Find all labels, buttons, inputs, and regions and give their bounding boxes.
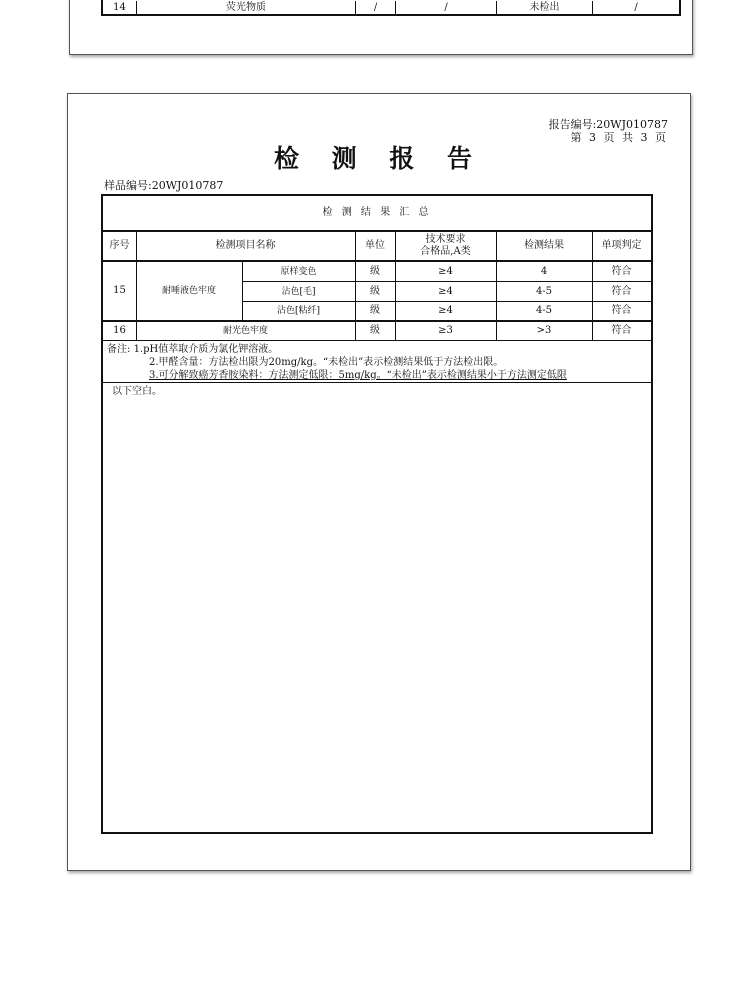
report-number: 报告编号:20WJ010787 <box>548 118 668 131</box>
row16-unit: 级 <box>370 325 380 336</box>
row15-requirement-1: ≥4 <box>438 265 453 277</box>
divider <box>496 232 497 340</box>
row15-result-2: 4-5 <box>535 285 553 297</box>
page-title: 检 测 报 告 <box>273 144 485 173</box>
col-header-requirement: 技术要求 合格品,A类 <box>420 234 471 257</box>
row15-requirement-2: ≥4 <box>438 285 453 297</box>
prev-row-requirement: / <box>395 1 496 16</box>
divider <box>242 262 243 320</box>
divider <box>592 232 593 340</box>
divider <box>103 340 651 341</box>
row15-judgment-1: 符合 <box>611 265 632 277</box>
row15-sub-1: 原样变色 <box>280 266 317 277</box>
prev-row-judgment: / <box>592 1 679 16</box>
divider <box>103 382 651 383</box>
note-line-3: 3.可分解致癌芳香胺染料：方法测定低限：5mg/kg。“未检出”表示检测结果小于方法测定低限 <box>149 370 567 381</box>
notes <box>107 343 652 382</box>
prev-row-unit: / <box>355 1 395 16</box>
row15-sub-2: 沾色[毛] <box>281 286 316 297</box>
row15-item: 耐唾液色牢度 <box>161 286 216 296</box>
divider <box>355 232 356 340</box>
sample-number: 样品编号:20WJ010787 <box>104 179 224 192</box>
row15-sub-3: 沾色[粘纤] <box>276 306 321 316</box>
row16-item: 耐光色牢度 <box>222 326 268 336</box>
prev-row-no: 14 <box>113 2 126 13</box>
row16-judgment: 符合 <box>611 325 632 336</box>
prev-row-item: 荧光物质 <box>136 1 355 16</box>
report-page <box>67 93 691 871</box>
row16-requirement: ≥3 <box>438 325 453 336</box>
note-line-1: 备注: 1.pH值萃取介质为氯化钾溶液。 <box>107 344 279 355</box>
row16-no: 16 <box>113 325 126 336</box>
note-line-2: 2.甲醛含量：方法检出限为20mg/kg。“未检出”表示检测结果低于方法检出限。 <box>149 357 504 368</box>
previous-page <box>69 0 693 55</box>
row15-judgment-2: 符合 <box>611 285 632 297</box>
divider <box>395 232 396 340</box>
row16-result: >3 <box>536 325 552 336</box>
col-header-unit: 单位 <box>365 240 385 251</box>
notes-label: 备注: <box>107 344 131 355</box>
row15-no: 15 <box>113 285 126 296</box>
row15-result-3: 4-5 <box>535 305 553 316</box>
row15-requirement-3: ≥4 <box>438 305 453 316</box>
col-header-item: 检测项目名称 <box>215 240 276 251</box>
results-table <box>101 194 653 834</box>
row15-result-1: 4 <box>540 265 548 277</box>
col-header-no: 序号 <box>109 240 130 251</box>
blank-remark: 以下空白。 <box>112 386 162 397</box>
row15-unit-2: 级 <box>370 285 380 297</box>
table-caption: 检 测 结 果 汇 总 <box>322 207 432 218</box>
prev-row-result: 未检出 <box>496 1 592 16</box>
row15-unit-3: 级 <box>370 305 380 316</box>
previous-results-table <box>101 0 681 16</box>
page-count: 第 3 页 共 3 页 <box>570 131 668 144</box>
row15-judgment-3: 符合 <box>611 305 632 316</box>
col-header-result: 检测结果 <box>524 240 564 251</box>
col-header-judgment: 单项判定 <box>601 240 642 251</box>
row15-unit-1: 级 <box>370 265 380 277</box>
divider <box>136 232 137 340</box>
